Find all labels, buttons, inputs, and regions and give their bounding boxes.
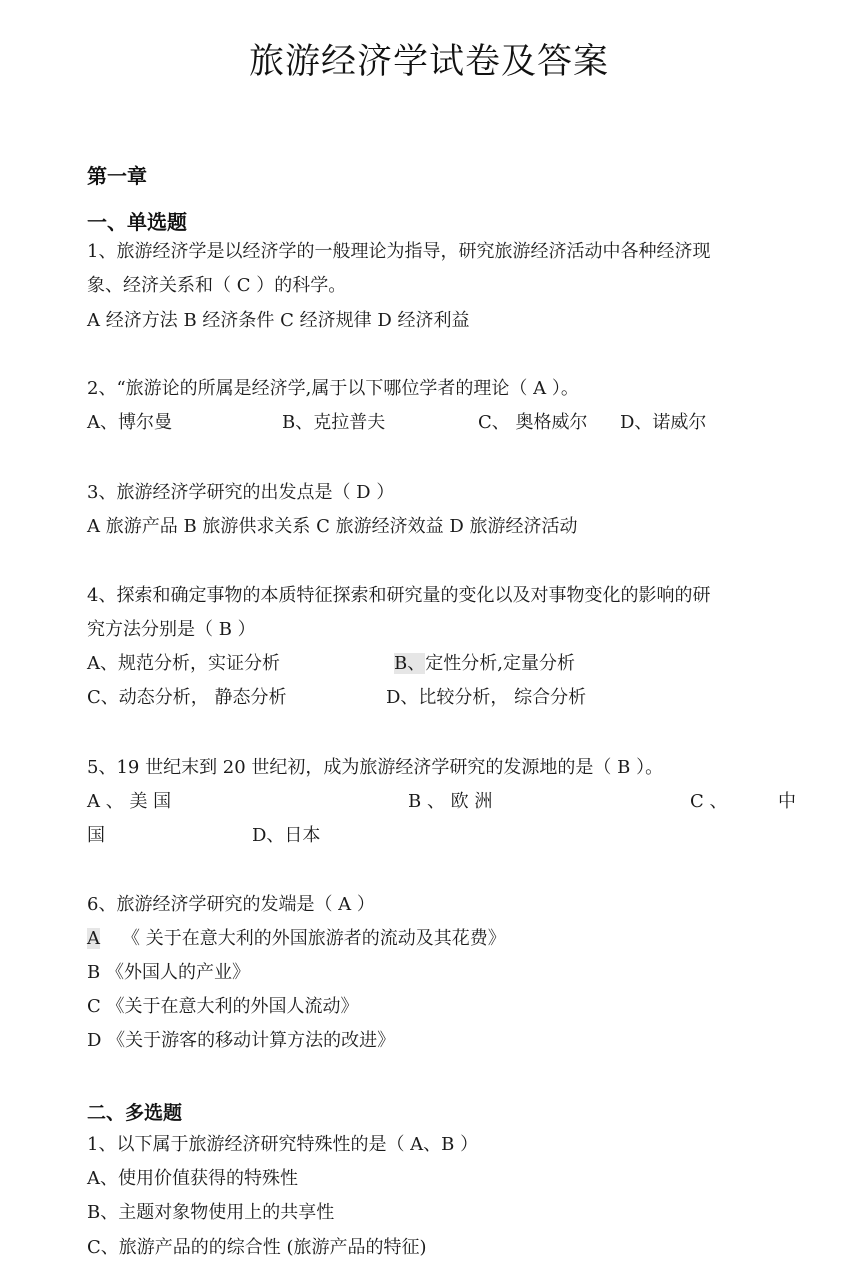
- section-heading-multiple-choice: 二、多选题: [87, 1102, 183, 1124]
- chapter-heading: 第一章: [87, 164, 147, 188]
- multi-question-1-option-a: A、使用价值获得的特殊性: [87, 1168, 298, 1189]
- question-5-option-b: B 、 欧 洲: [408, 791, 493, 812]
- multi-question-1-option-b: B、主题对象物使用上的共享性: [87, 1202, 335, 1223]
- question-6-option-a: [87, 927, 506, 951]
- multi-question-1-text: 1、以下属于旅游经济研究特殊性的是（ A、B ）: [87, 1134, 479, 1155]
- question-4-option-b-text: 定性分析,定量分析: [425, 653, 575, 674]
- question-5-text: 5、19 世纪末到 20 世纪初，成为旅游经济学研究的发源地的是（ B ）。: [87, 757, 664, 778]
- question-1-text: 1、旅游经济学是以经济学的一般理论为指导，研究旅游经济活动中各种经济现: [87, 241, 711, 262]
- question-6-text: 6、旅游经济学研究的发端是（ A ）: [87, 894, 375, 915]
- question-5-option-c: C 、: [690, 791, 728, 812]
- question-4-option-c: C、动态分析， 静态分析: [87, 687, 287, 708]
- section-heading-single-choice: 一、单选题: [87, 210, 187, 234]
- question-4-option-b: [394, 652, 575, 676]
- question-5-option-a: A 、 美 国: [87, 791, 172, 812]
- multi-question-1-option-c: C、旅游产品的的综合性 (旅游产品的特征): [87, 1237, 427, 1258]
- question-6-option-c: C 《关于在意大利的外国人流动》: [87, 996, 359, 1017]
- question-4-option-b-marker: B、: [394, 653, 426, 674]
- question-4-text: 4、探索和确定事物的本质特征探索和研究量的变化以及对事物变化的影响的研: [87, 585, 711, 606]
- question-4-option-d: D、比较分析， 综合分析: [386, 687, 587, 708]
- question-2-option-c: C、 奥格威尔: [478, 412, 588, 433]
- question-5-option-c-text: 中: [778, 791, 796, 812]
- question-6-option-d: D 《关于游客的移动计算方法的改进》: [87, 1030, 396, 1051]
- question-6-option-a-text: 《 关于在意大利的外国旅游者的流动及其花费》: [122, 928, 506, 949]
- question-2-option-a: A、博尔曼: [87, 412, 172, 433]
- question-1-text-cont: 象、经济关系和（ C ）的科学。: [87, 275, 347, 296]
- question-2-option-b: B、克拉普夫: [282, 412, 386, 433]
- question-5-option-d: D、日本: [252, 825, 321, 846]
- question-2-option-d: D、诺威尔: [620, 412, 707, 433]
- question-4-option-a: A、规范分析，实证分析: [87, 653, 280, 674]
- question-5-option-c-text-cont: 国: [87, 825, 105, 846]
- question-6-option-a-marker: A: [87, 928, 100, 949]
- question-1-options: A 经济方法 B 经济条件 C 经济规律 D 经济利益: [87, 310, 470, 331]
- question-6-option-b: B 《外国人的产业》: [87, 962, 250, 983]
- question-3-text: 3、旅游经济学研究的出发点是（ D ）: [87, 482, 395, 503]
- question-2-text: 2、“旅游论的所属是经济学,属于以下哪位学者的理论（ A ）。: [87, 378, 579, 399]
- question-4-text-cont: 究方法分别是（ B ）: [87, 619, 256, 640]
- document-title: 旅游经济学试卷及答案: [248, 42, 609, 82]
- question-3-options: A 旅游产品 B 旅游供求关系 C 旅游经济效益 D 旅游经济活动: [87, 516, 578, 537]
